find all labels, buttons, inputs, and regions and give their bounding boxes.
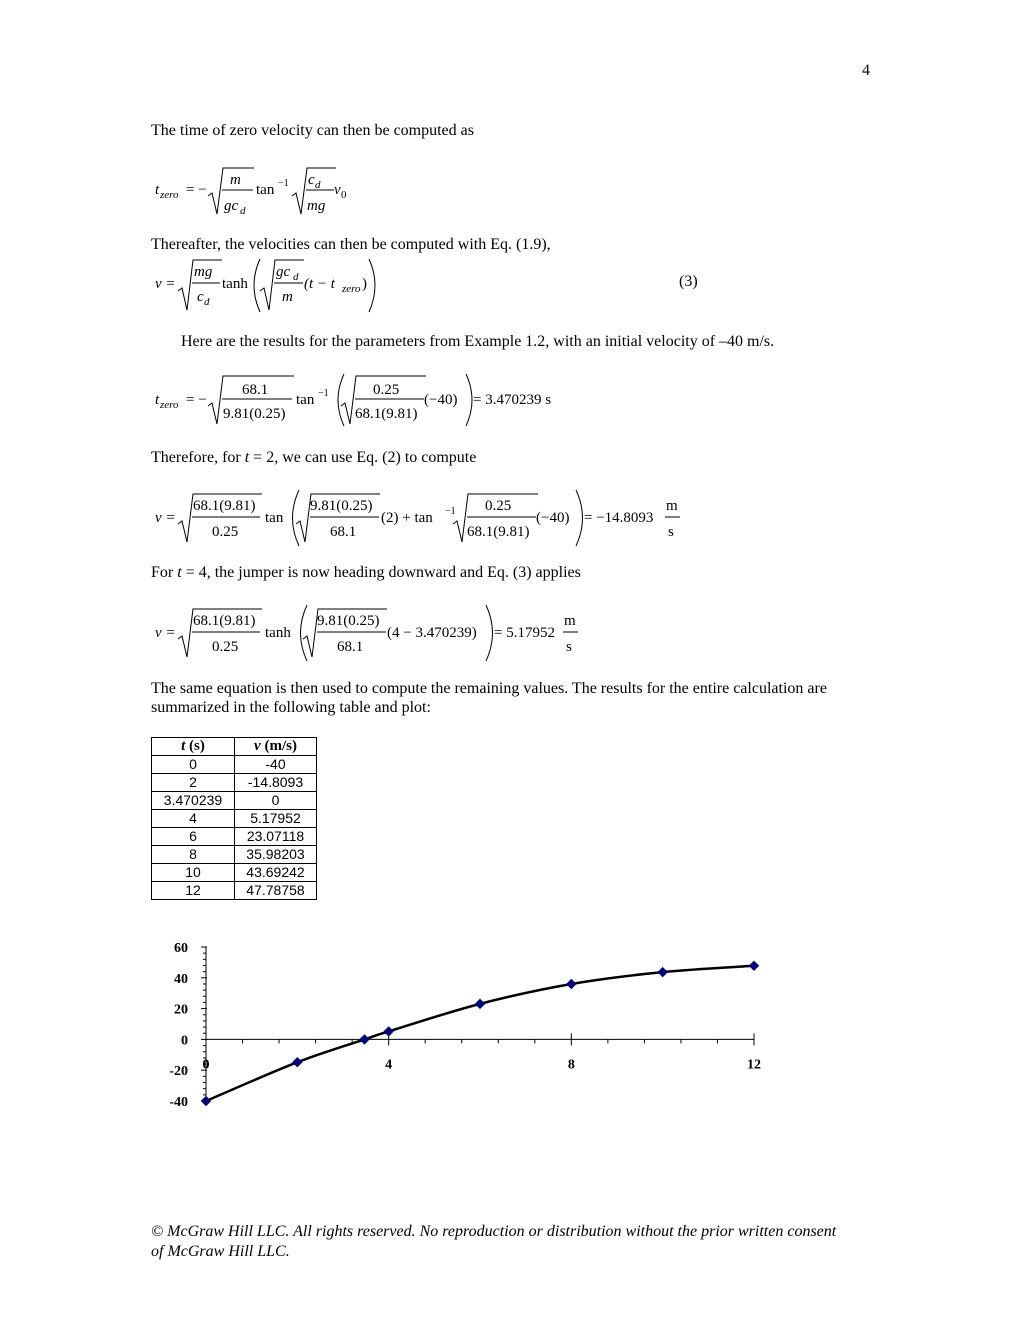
frac-num: c [308, 172, 315, 188]
eq-lhs: v = [155, 510, 176, 526]
text-run: = 4, the jumper is now heading downward and Eq. (3) applies [181, 564, 581, 581]
eq-func-sup: −1 [318, 388, 329, 399]
equation-tzero-formula [150, 160, 370, 220]
cell-v: 43.69242 [235, 864, 317, 882]
paren-left [293, 490, 300, 546]
paren-right [486, 605, 493, 661]
x-tick-label: 4 [385, 1057, 393, 1073]
frac-den: 68.1(9.81) [355, 406, 418, 422]
data-point [293, 1058, 302, 1067]
eq-result: = −14.8093 [584, 510, 654, 526]
paragraph-zero-velocity-intro: The time of zero velocity can then be computed as [151, 122, 474, 139]
table-row [152, 846, 317, 864]
eq-func: tan [256, 182, 275, 198]
table-row [152, 810, 317, 828]
data-point [202, 1097, 211, 1106]
y-tick-label: -40 [169, 1095, 188, 1110]
data-point [567, 979, 576, 988]
eq-arg: (t − t [304, 276, 335, 292]
eq-lhs-sub: zero [160, 189, 179, 201]
eq-tail: v [334, 182, 341, 198]
frac-num: 9.81(0.25) [317, 613, 380, 629]
column-header-v [235, 738, 317, 756]
eq-tail-sub: 0 [341, 189, 347, 201]
x-tick-label: 8 [567, 1057, 575, 1073]
eq-func-sup: −1 [278, 178, 289, 189]
results-table [151, 737, 317, 900]
header-var: t [181, 738, 186, 754]
header-var: v [254, 738, 261, 754]
frac-num: 68.1 [242, 382, 269, 398]
frac-den: m [282, 289, 293, 305]
cell-t: 4 [152, 810, 235, 828]
y-tick-label: 40 [174, 971, 188, 987]
frac-num-sub: d [293, 271, 299, 283]
cell-t: 10 [152, 864, 235, 882]
text-run: Therefore, for [151, 449, 245, 466]
eq-lhs: t [155, 182, 160, 198]
footer-line: © McGraw Hill LLC. All rights reserved. No reproduction or distribution without the prior written consent [151, 1223, 837, 1240]
page-number: 4 [862, 62, 870, 79]
eq-arg-sub: zero [342, 283, 361, 295]
frac-den-sub: d [204, 296, 210, 308]
copyright-footer [151, 1222, 891, 1262]
equation-3 [150, 255, 390, 317]
velocity-chart [150, 930, 790, 1115]
y-tick-label: 20 [174, 1002, 188, 1018]
frac-num: 0.25 [485, 498, 512, 514]
unit-num: m [666, 498, 678, 514]
frac-den: 9.81(0.25) [223, 406, 286, 422]
table-row [152, 756, 317, 774]
cell-v: 47.78758 [235, 882, 317, 900]
paragraph-thereafter: Thereafter, the velocities can then be computed with Eq. (1.9), [151, 236, 551, 253]
cell-v: 0 [235, 792, 317, 810]
x-tick-label: 12 [747, 1057, 761, 1073]
data-point [658, 968, 667, 977]
paren-left [338, 374, 344, 426]
cell-t: 2 [152, 774, 235, 792]
eq-func: tanh [222, 276, 248, 292]
cell-t: 3.470239 [152, 792, 235, 810]
y-tick-label: -20 [169, 1064, 188, 1080]
eq-arg: (−40) [536, 510, 570, 526]
unit-den: s [566, 639, 572, 655]
eq-func: tan [265, 510, 284, 526]
text-run: For [151, 564, 178, 581]
frac-den: c [197, 289, 204, 305]
cell-v: 5.17952 [235, 810, 317, 828]
frac-den: 68.1 [330, 524, 357, 540]
equation-number: (3) [679, 273, 698, 290]
cell-t: 8 [152, 846, 235, 864]
paren-left [301, 605, 308, 661]
frac-den: 68.1(9.81) [467, 524, 530, 540]
frac-den: mg [307, 198, 326, 214]
paren-right [369, 259, 375, 312]
table-row [152, 882, 317, 900]
paragraph-t4 [151, 563, 581, 583]
frac-num: m [230, 172, 241, 188]
equation-tzero-value [150, 370, 570, 430]
variable-t: t [244, 449, 250, 466]
frac-num: 68.1(9.81) [193, 498, 256, 514]
y-tick-label: 0 [181, 1033, 188, 1049]
cell-v: -40 [235, 756, 317, 774]
eq-result: = 3.470239 s [473, 392, 552, 408]
eq-lhs: v = [155, 276, 176, 292]
frac-num: 68.1(9.81) [193, 613, 256, 629]
column-header-t [152, 738, 235, 756]
cell-t: 6 [152, 828, 235, 846]
frac-den: 0.25 [212, 524, 239, 540]
frac-den: 68.1 [337, 639, 364, 655]
frac-den: gc [224, 198, 239, 214]
frac-num: mg [194, 264, 213, 280]
eq-mid: (2) + tan [381, 510, 433, 526]
eq-arg: (−40) [424, 392, 458, 408]
data-point [384, 1027, 393, 1036]
table-row [152, 774, 317, 792]
eq-sign: = − [186, 182, 207, 198]
frac-den-sub: d [240, 205, 246, 217]
data-point [476, 999, 485, 1008]
eq-arg-close: ) [362, 276, 367, 292]
frac-num-sub: d [315, 179, 321, 191]
paragraph-summary-line1: The same equation is then used to compute the remaining values. The results for the entire calculation are [151, 680, 827, 697]
paragraph-t2 [151, 448, 476, 468]
equation-v-t2 [150, 488, 690, 548]
unit-num: m [564, 613, 576, 629]
cell-v: -14.8093 [235, 774, 317, 792]
eq-func: tanh [265, 625, 291, 641]
frac-num: 0.25 [373, 382, 400, 398]
frac-num: 9.81(0.25) [310, 498, 373, 514]
equation-v-t4 [150, 603, 590, 663]
y-tick-label: 60 [174, 941, 188, 956]
eq-func: tan [296, 392, 315, 408]
table-row [152, 828, 317, 846]
table-row [152, 792, 317, 810]
eq-result: = 5.17952 [494, 625, 555, 641]
paren-left [254, 259, 260, 312]
eq-arg: (4 − 3.470239) [387, 625, 477, 641]
frac-num: gc [276, 264, 291, 280]
eq-lhs-sub: zero [160, 399, 179, 411]
header-unit: (s) [185, 738, 205, 754]
cell-t: 0 [152, 756, 235, 774]
x-tick-label: 0 [202, 1057, 210, 1073]
eq-mid-sup: −1 [445, 506, 456, 517]
unit-den: s [668, 524, 674, 540]
table-row [152, 864, 317, 882]
frac-den: 0.25 [212, 639, 239, 655]
variable-t: t [177, 564, 182, 581]
eq-lhs: v = [155, 625, 176, 641]
paragraph-summary-line2: summarized in the following table and plot: [151, 699, 431, 716]
paren-right [466, 374, 472, 426]
series-line [206, 966, 754, 1101]
cell-v: 35.98203 [235, 846, 317, 864]
paren-right [576, 490, 583, 546]
data-point [750, 961, 759, 970]
footer-line: of McGraw Hill LLC. [151, 1243, 290, 1260]
eq-lhs: t [155, 392, 160, 408]
header-unit: (m/s) [260, 738, 297, 754]
cell-v: 23.07118 [235, 828, 317, 846]
eq-sign: = − [186, 392, 207, 408]
cell-t: 12 [152, 882, 235, 900]
text-run: = 2, we can use Eq. (2) to compute [249, 449, 477, 466]
paragraph-results-intro: Here are the results for the parameters from Example 1.2, with an initial velocity of –40 m/s. [181, 333, 775, 350]
table-header-row [152, 738, 317, 756]
data-point [360, 1035, 369, 1044]
